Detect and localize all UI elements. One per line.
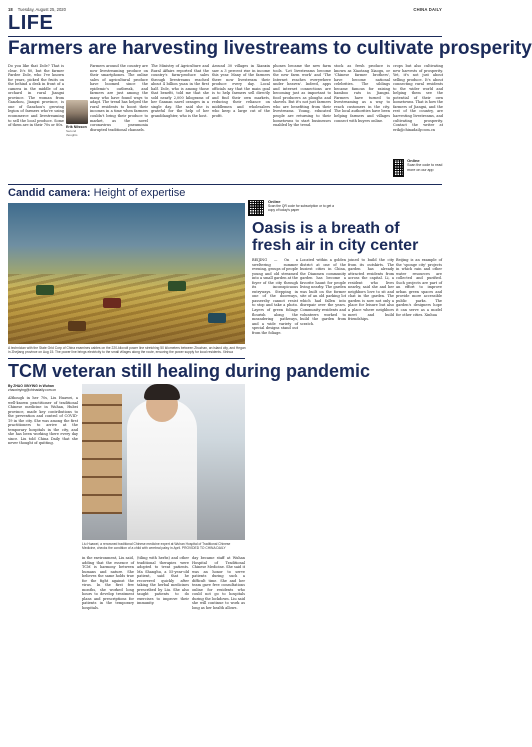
article2-column-4: Beijing is an example of the 'sponge city' projects in which rain and other water resources are collected and purified. Such projects are part of an effort to improve urban green spaces and provide more accessible public parks. The garden's designers hope it can serve as a model for other cities. Xinhua xyxy=(396,258,442,317)
article1-column-7: crops but also cultivating new harvests of prosperity. Yet, it's not just about selling produce. It's about connecting rural residents to the wider world and helping them see the potential of their own hometowns. That is how the farmers of Jiangxi, and the rest of the country, are harvesting livestreams, and cultivating prosperity. Contact the writer at erik@chinadaily.com.cn xyxy=(393,64,443,132)
tcm-photo xyxy=(82,384,245,540)
article3-column-left: Although in her 70s, Liu Huawei, a well-known practitioner of traditional Chinese medicine in Wuhan, Hubei province, made key contributions to the prevention and control of COVID-19 in the city. She was among the first practitioners to arrive at the temporary hospitals in the city, and she has been working there every day since. Liu told China Daily that she never thought of quitting. xyxy=(8,396,78,446)
online-promo-1-text xyxy=(407,159,443,181)
top-divider xyxy=(8,36,442,37)
byline-email[interactable]: zhaoxinying@chinadaily.com.cn xyxy=(8,388,57,392)
photo-object xyxy=(103,298,121,308)
author-photo xyxy=(66,100,88,124)
tcm-caption: Liu Huawei, a renowned traditional Chinese medicine expert at Wuhan Hospital of Traditional Chinese Medicine, checks the condition of a child with cerebral palsy in April. PROVIDED TO CHINA DAILY xyxy=(82,542,231,551)
lower-divider xyxy=(8,358,245,359)
online-promo-2[interactable] xyxy=(248,200,268,216)
photo-object xyxy=(208,313,226,323)
article1-column-3: The Ministry of Agriculture and Rural Affairs reported that the country's farm-produce sales through livestreams reached about 4 billion yuan in the first half. Dole, who is among those that benefit, told me that she sold nearly 2,000 kilograms of her Gannan navel oranges in a single day. She said she is grateful for the help of her granddaughter, who is the host. xyxy=(151,64,209,119)
author-role: Second thoughts xyxy=(66,129,78,137)
folio-left xyxy=(8,7,70,12)
qr-code-icon-2[interactable] xyxy=(248,200,264,216)
power-line-photo xyxy=(8,203,245,344)
middle-divider xyxy=(8,184,442,185)
online-promo-2-desc: Scan the QR code for subscription or to get a copy of today's paper xyxy=(268,204,334,212)
candid-caption: A technician with the State Grid Corp of China examines cables on the 220-kilovolt power line stretching 50 kilometers between Zhuzhan, an island city, and Hegan in Zhejiang province on Aug 15. The power line brings electricity to the small villages along the route, ensuring the power supply for local residents. Xinhua xyxy=(8,346,246,355)
online-promo-1-title: Online xyxy=(407,158,420,163)
article1-column-2: Farmers around the country are now livestreaming produce on their smartphones. The online sales of agricultural produce have boomed since the epidemic's outbreak, and farmers are just among the many who have found ways to adapt. The trend has helped the rural residents to boost their incomes in a time when farmers couldn't bring their produce to market, as the novel coronavirus pneumonia disrupted traditional channels. xyxy=(90,64,148,132)
article2-column-2: Located within a golden district at one of the busiest cities in China, the Dianmen community garden has become a favorite haunt for people living nearby. The garden was built on the former site of an old parking lot which had fallen into disrepair over the years. Community residents and volunteers worked to build the garden from scratch. xyxy=(300,258,346,326)
online-promo-1[interactable] xyxy=(393,159,443,181)
section-title: LIFE xyxy=(8,12,54,34)
candid-label: Candid camera: xyxy=(8,187,91,199)
photo-shelf xyxy=(82,394,122,514)
photo-object xyxy=(168,281,186,291)
byline-author: By ZHAO XINYING in Wuhan xyxy=(8,384,54,388)
online-promo-2-title: Online xyxy=(268,199,281,204)
article1-column-1: Do you like that Dole? That is clear. It's 80, but the farmer Pardee Dole, who I've known for years, picked the fruits on the behind a desk in front of a camera in the middle of an orchard in rural Jiangxi province. The woman from Ganzhou, Jiangxi province, is one of Ganzhou's growing legion of farmers who're using ecommerce and livestreaming to sell the local produce. Some of them are in their 70s or 80s. xyxy=(8,64,64,128)
author-box xyxy=(66,100,88,137)
article1-column-1b xyxy=(66,64,88,98)
article1-column-6: stock as fresh produce is known as Xiaotang Xiaogu, or 'Chinese farmer brothers', have become national celebrities. The siblings became famous for raising bamboo rats in Jiangxi. Farmers have turned to livestreaming as a way to reach customers in the city. The local authorities have been helping farmers and villages connect with buyers online. xyxy=(334,64,390,123)
article3-column-2: (tiling with herbs) and other traditional therapies were adopted to treat patients. Ma Shanghu, a 55-year-old patient, said that he recovered quickly after taking the herbal medicines prescribed by Liu. She also taught patients to do exercises to improve their immunity. xyxy=(137,556,189,606)
article3-byline xyxy=(8,384,78,392)
issue-date: Tuesday, August 25, 2020 xyxy=(17,6,66,12)
author-name: Erik Nilsson xyxy=(66,125,87,129)
qr-code-icon[interactable] xyxy=(393,159,404,177)
article1-headline: Farmers are harvesting livestreams to cultivate prosperity xyxy=(8,38,532,59)
article1-column-4: Around 30 villages in Xianxin saw a 3 percent rise in income this year. Many of the farmers there now livestream their produce every day. Local officials say that the main goal is to help farmers sell directly and find their own markets, reducing their reliance on middlemen and wholesalers who keep a large cut of the profit. xyxy=(212,64,270,119)
page-folio xyxy=(8,4,442,14)
article2-column-1: BEIJING — On a sweltering summer evening, groups of people young and old streamed into a small garden at the foyer of the city through its inconspicuous entryways. Stepping in one of the doorways, passersby cannot resist to stop and take a photo. Layers of green foliage flourish along the meandering pathways, and a wide variety of special designs stand out from the foliage. xyxy=(252,258,299,335)
photo-object xyxy=(36,285,54,295)
article3-column-3: day became staff at Wuhan Hospital of Traditional Chinese Medicine. She said it was an honor to serve patients during such a difficult time. She and her team gave free consultations online for residents who could not go to hospitals during the lockdown. Liu said she will continue to work as long as her health allows. xyxy=(192,556,245,611)
photo-person-hair xyxy=(144,384,180,400)
article2-column-3: joined to build the city from its outskirts. The garden has already attracted residents from across the capital. Li, a resident who lives nearby, said she and her neighbors love to sit and chat in the garden. The garden is now not only a place for leisure but also a place where neighbors meet and build friendships. xyxy=(348,258,394,322)
candid-title: Height of expertise xyxy=(93,187,186,199)
newspaper-brand: CHINA DAILY xyxy=(413,6,442,12)
article2-headline: Oasis is a breath of fresh air in city center xyxy=(252,220,419,254)
page-number: 18 xyxy=(8,6,13,12)
article3-column-1: in the environment, Liu said, adding that the essence of TCM is harmony between humans and nature. She believes the same holds true for the fight against the virus. In the first few months, she worked long hours to develop treatment plans and prescriptions for patients in the temporary hospitals. xyxy=(82,556,134,611)
candid-camera-heading xyxy=(8,187,185,199)
online-promo-1-desc: Scan the code to read more on our app xyxy=(407,163,443,172)
photo-object xyxy=(68,321,86,331)
article1-column-5: phones became the new farm tools. 'Let livestreams become the new farm work' and 'The Internet reaches everywhere under heaven'. Indeed, apps and internet connections are becoming just as important to food producers as ploughs and shovels. But it's not just farmers who are benefiting from their livestreams. Young, educated people are returning to their hometowns to start businesses enabled by the trend. xyxy=(273,64,331,128)
article3-headline: TCM veteran still healing during pandemic xyxy=(8,361,371,381)
online-promo-2-text xyxy=(268,200,338,212)
